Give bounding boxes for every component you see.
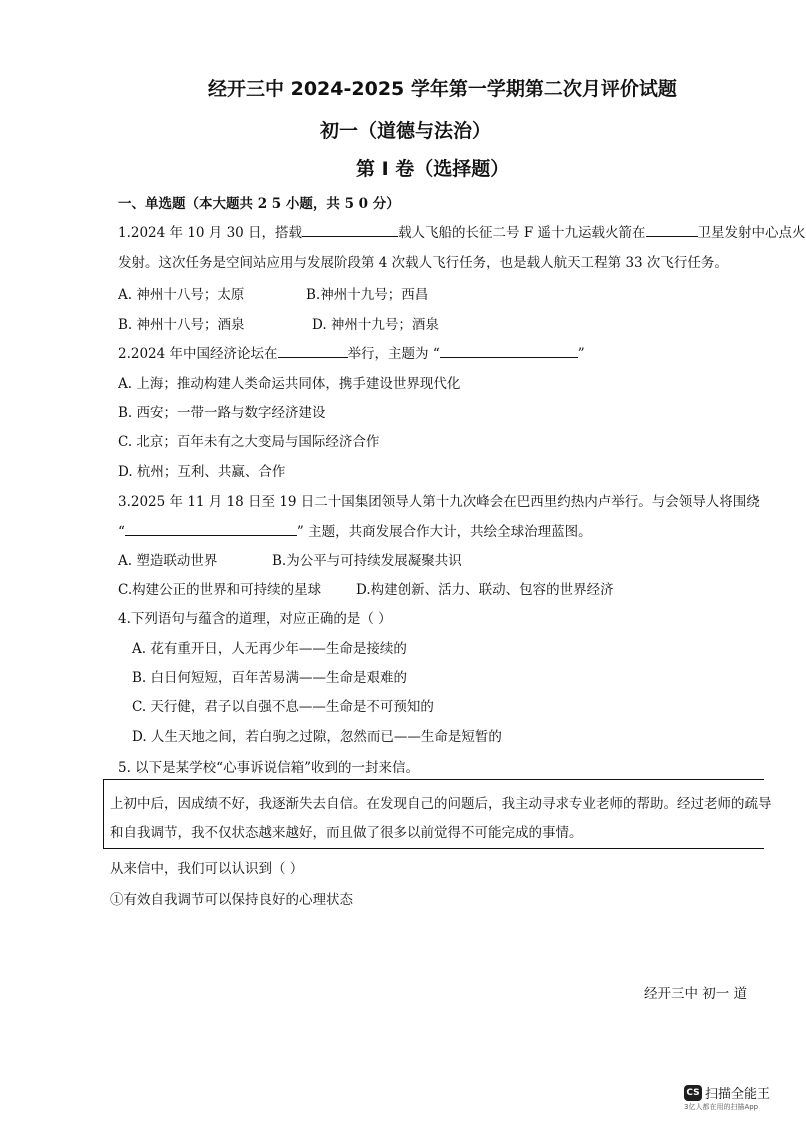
q4-option-c: C. 天行健，君子以自强不息——生命是不可预知的: [132, 699, 434, 715]
q1-stem-part-b: 载人飞船的长征二号 F 遥十九运载火箭在: [398, 225, 646, 241]
q1-blank-1: [302, 224, 398, 237]
q4-option-b: B. 白日何短短，百年苦易满——生命是艰难的: [132, 670, 408, 686]
q5-item-1: ①有效自我调节可以保持良好的心理状态: [110, 892, 353, 908]
section-heading: 一、单选题（本大题共 2 5 小题，共 5 0 分）: [118, 196, 400, 212]
q2-option-a: A. 上海；推动构建人类命运共同体，携手建设世界现代化: [118, 376, 461, 392]
q1-option-c: B. 神州十八号；酒泉: [118, 317, 245, 333]
q2-option-b: B. 西安；一带一路与数字经济建设: [118, 405, 326, 421]
exam-volume: 第 I 卷（选择题）: [356, 158, 510, 180]
q3-option-a: A. 塑造联动世界: [118, 553, 218, 569]
q2-stem: [118, 342, 585, 362]
scanner-logo-subtitle: 3亿人都在用的扫描App: [684, 1103, 759, 1111]
letter-line-1: 上初中后，因成绩不好，我逐渐失去自信。在发现自己的问题后，我主动寻求专业老师的帮助。经过老师的疏导: [110, 796, 772, 812]
q4-option-a: A. 花有重开日，人无再少年——生命是接续的: [132, 641, 407, 657]
q2-blank-1: [278, 345, 348, 358]
cs-app-icon: CS: [684, 1085, 702, 1101]
q1-stem-part-c: 卫星发射中心点火: [697, 225, 806, 241]
page-footer-label: 经开三中 初一 道: [644, 986, 748, 1002]
q3-option-b: B.为公平与可持续发展凝聚共识: [272, 553, 462, 569]
q1-option-a: A. 神州十八号；太原: [118, 287, 245, 303]
q2-blank-2: [440, 345, 578, 358]
q5-question: 从来信中，我们可以认识到（ ）: [110, 861, 304, 877]
q3-stem-part-b: ” 主题，共商发展合作大计，共绘全球治理蓝图。: [296, 524, 592, 540]
scanner-logo-text: 扫描全能王: [705, 1087, 771, 1102]
q1-option-d: D. 神州十九号；酒泉: [312, 317, 439, 333]
letter-line-2: 和自我调节，我不仅状态越来越好，而且做了很多以前觉得不可能完成的事情。: [110, 825, 583, 841]
exam-subject: 初一（道德与法治）: [320, 120, 492, 142]
exam-title: 经开三中 2024-2025 学年第一学期第二次月评价试题: [208, 78, 677, 100]
q4-option-d: D. 人生天地之间，若白驹之过隙，忽然而已——生命是短暂的: [132, 729, 502, 745]
q1-stem-line1: [118, 221, 806, 241]
q1-stem-line2: 发射。这次任务是空间站应用与发展阶段第 4 次载人飞行任务，也是载人航天工程第 33 次飞行任务。: [118, 255, 728, 271]
q2-stem-part-a: 2.2024 年中国经济论坛在: [118, 346, 278, 362]
q3-option-c: C.构建公正的世界和可持续的星球: [118, 582, 322, 598]
q2-stem-part-c: ”: [577, 346, 585, 362]
q2-option-c: C. 北京；百年未有之大变局与国际经济合作: [118, 434, 380, 450]
q5-stem: 5. 以下是某学校“心事诉说信箱”收到的一封来信。: [118, 760, 419, 776]
q3-option-d: D.构建创新、活力、联动、包容的世界经济: [356, 582, 614, 598]
q3-stem-line2: [118, 520, 592, 540]
q2-option-d: D. 杭州；互利、共赢、合作: [118, 464, 286, 480]
q1-stem-part-a: 1.2024 年 10 月 30 日，搭载: [118, 225, 303, 241]
q1-blank-2: [646, 224, 698, 237]
scanner-logo: [684, 1082, 770, 1102]
q1-option-b: B.神州十九号；西昌: [306, 287, 429, 303]
q3-stem-part-a: “: [118, 524, 125, 540]
q4-stem: 4.下列语句与蕴含的道理，对应正确的是（ ）: [118, 611, 392, 627]
q3-blank: [125, 523, 297, 536]
q3-stem-line1: 3.2025 年 11 月 18 日至 19 日二十国集团领导人第十九次峰会在巴西里约热内卢举行。与会领导人将围绕: [118, 494, 760, 510]
q2-stem-part-b: 举行，主题为 “: [347, 346, 440, 362]
